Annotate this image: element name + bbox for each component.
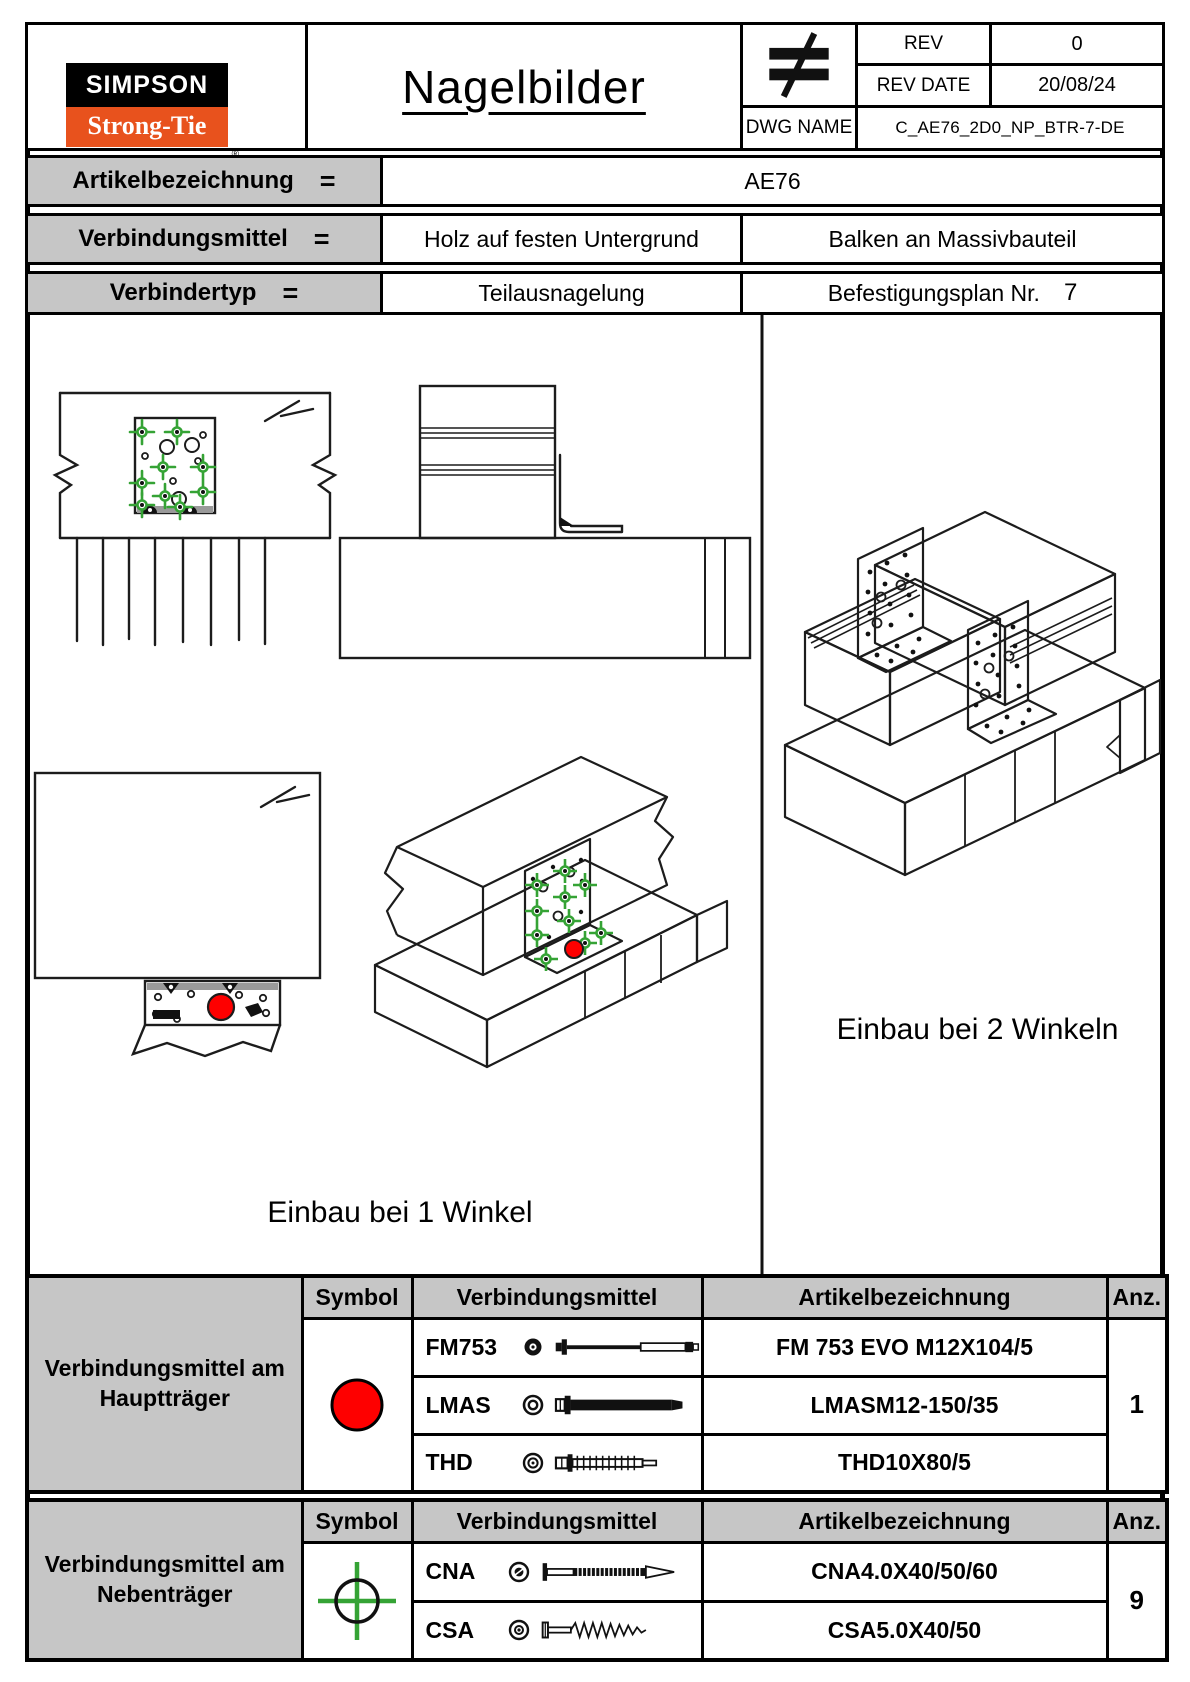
red-dot-marker-iso	[565, 940, 583, 958]
view-plan	[35, 773, 320, 1056]
fastener-code: LMAS	[425, 1391, 491, 1418]
fastener-table-secondary	[25, 1498, 1169, 1662]
col-header-qty: Anz.	[1107, 1500, 1167, 1542]
drawing-area	[25, 315, 1165, 1274]
concrete-screw-icon	[554, 1450, 700, 1476]
article-value: CNA4.0X40/50/60	[702, 1542, 1107, 1601]
strongtie-logo-orange	[66, 107, 228, 147]
caption-one-bracket: Einbau bei 1 Winkel	[267, 1196, 533, 1229]
rev-date-label: REV DATE	[855, 63, 992, 108]
fm753-head-icon	[522, 1336, 544, 1358]
logo-line2: Strong-Tie	[87, 111, 207, 140]
view-side	[340, 386, 750, 658]
col-header-qty: Anz.	[1107, 1276, 1167, 1318]
article-value: THD10X80/5	[702, 1434, 1107, 1492]
dwg-name-value: C_AE76_2D0_NP_BTR-7-DE	[855, 105, 1165, 151]
simpson-logo-black	[66, 63, 228, 107]
qty-secondary: 9	[1107, 1542, 1167, 1660]
fastening-plan-number: Befestigungsplan Nr. 7	[740, 271, 1165, 315]
fastener-code: FM753	[425, 1333, 498, 1360]
fastener-row-value2: Balken an Massivbauteil	[740, 213, 1165, 265]
green-crosshair-symbol	[302, 1542, 412, 1660]
article-designation-label: Artikelbezeichnung =	[25, 155, 383, 207]
anchor-nail-icon	[540, 1559, 690, 1585]
rev-date-value: 20/08/24	[989, 63, 1165, 108]
article-value: LMASM12-150/35	[702, 1376, 1107, 1434]
group-label-secondary: Verbindungsmittel am Nebenträger	[27, 1500, 302, 1660]
projection-symbol-icon	[753, 29, 845, 101]
thd-head-icon	[522, 1452, 544, 1474]
anchor-screw-icon	[540, 1617, 690, 1643]
connector-type-value: Teilausnagelung	[380, 271, 743, 315]
article-value: FM 753 EVO M12X104/5	[702, 1318, 1107, 1376]
logo-cell	[25, 22, 308, 151]
fastener-row-label: Verbindungsmittel =	[25, 213, 383, 265]
rev-label: REV	[855, 22, 992, 66]
logo-line1: SIMPSON	[85, 71, 209, 99]
view-iso-single	[375, 757, 727, 1067]
qty-main: 1	[1107, 1318, 1167, 1492]
group-label-main: Verbindungsmittel am Hauptträger	[27, 1276, 302, 1492]
fastener-row	[412, 1318, 702, 1376]
title-cell	[305, 22, 743, 151]
fastener-row	[412, 1601, 702, 1660]
fastener-code: CNA	[425, 1558, 476, 1584]
col-header-symbol: Symbol	[302, 1500, 412, 1542]
fastener-code: THD	[425, 1449, 473, 1476]
projection-symbol-cell	[740, 22, 858, 108]
col-header-fastener: Verbindungsmittel	[412, 1500, 702, 1542]
article-designation-value: AE76	[380, 155, 1165, 207]
green-crosshair-icon	[314, 1558, 400, 1644]
view-front	[55, 393, 335, 645]
simpson-strongtie-logo	[66, 63, 228, 147]
article-value: CSA5.0X40/50	[702, 1601, 1107, 1660]
dwg-name-label: DWG NAME	[740, 105, 858, 151]
red-dot-marker	[208, 994, 234, 1020]
connector-type-label: Verbindertyp =	[25, 271, 383, 315]
red-dot-icon	[328, 1376, 386, 1434]
fastener-code: CSA	[425, 1616, 475, 1643]
col-header-fastener: Verbindungsmittel	[412, 1276, 702, 1318]
plan-number: 7	[1063, 279, 1078, 306]
fastener-row-value1: Holz auf festen Untergrund	[380, 213, 743, 265]
col-header-article: Artikelbezeichnung	[702, 1500, 1107, 1542]
fastener-table-main	[25, 1274, 1169, 1494]
fastener-row	[412, 1542, 702, 1601]
red-dot-symbol	[302, 1318, 412, 1492]
col-header-article: Artikelbezeichnung	[702, 1276, 1107, 1318]
heavy-duty-anchor-icon	[554, 1392, 700, 1418]
view-iso-double	[785, 512, 1160, 875]
fastener-row	[412, 1376, 702, 1434]
page-title: Nagelbilder	[402, 60, 646, 113]
rev-value: 0	[989, 22, 1165, 66]
col-header-symbol: Symbol	[302, 1276, 412, 1318]
csa-head-icon	[508, 1619, 530, 1641]
fastener-row	[412, 1434, 702, 1492]
frame-anchor-bolt-icon	[554, 1334, 700, 1360]
caption-two-brackets: Einbau bei 2 Winkeln	[836, 1013, 1119, 1046]
cna-head-icon	[508, 1561, 530, 1583]
lmas-head-icon	[522, 1394, 544, 1416]
